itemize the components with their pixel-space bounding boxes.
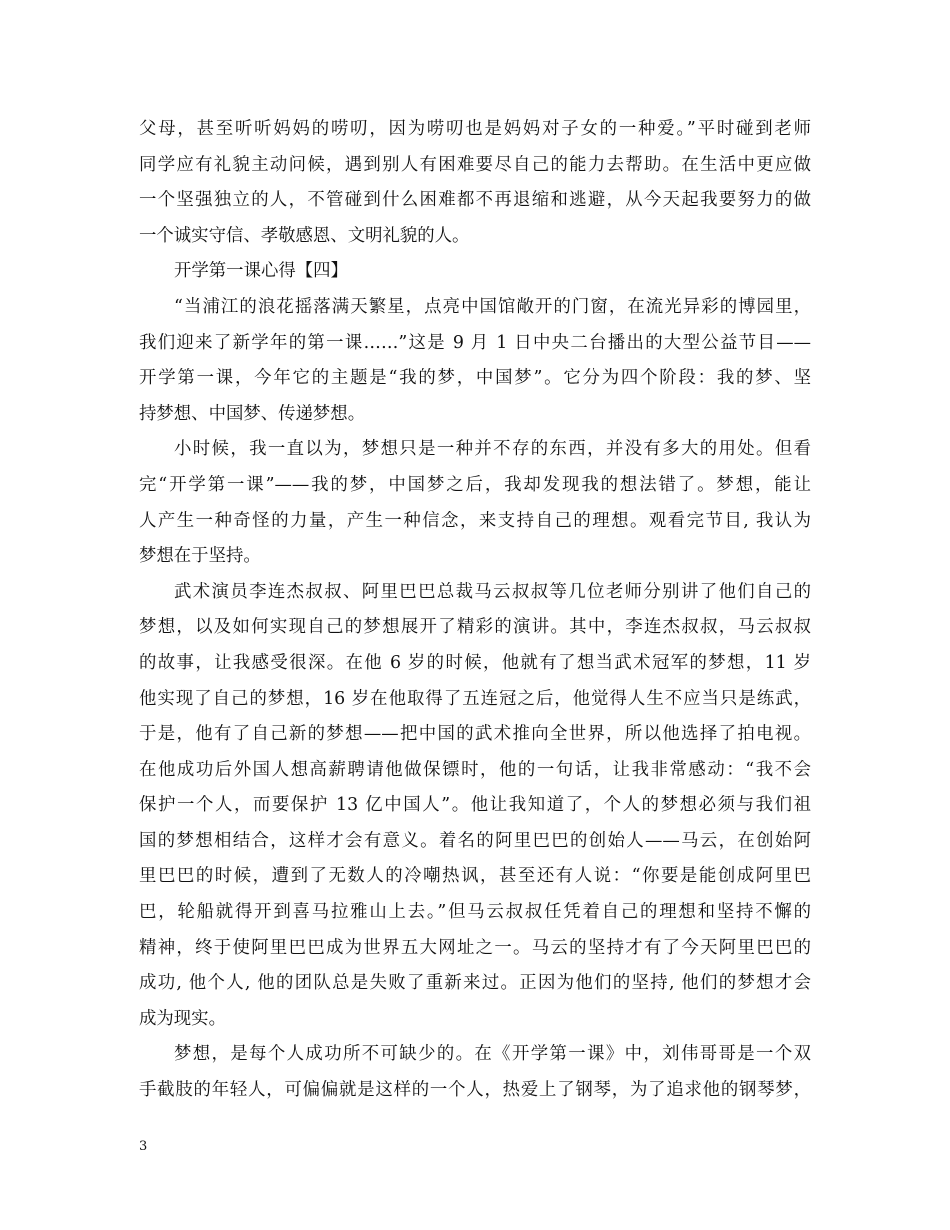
text-line: 完“开学第一课”——我的梦，中国梦之后，我却发现我的想法错了。梦想，能让 [139,474,811,495]
page-number: 3 [139,1139,148,1154]
text-line: 我们迎来了新学年的第一课……”这是 9 月 1 日中央二台播出的大型公益节目—— [139,332,811,353]
text-line: 小时候，我一直以为，梦想只是一种并不存的东西，并没有多大的用处。但看 [174,439,811,460]
text-line: 在他成功后外国人想高薪聘请他做保镖时，他的一句话，让我非常感动：“我不会 [139,759,811,780]
text-line: 一个坚强独立的人，不管碰到什么困难都不再退缩和逃避，从今天起我要努力的做 [139,190,811,211]
section-heading: 开学第一课心得【四】 [174,261,348,282]
text-line: “当浦江的浪花摇落满天繁星，点亮中国馆敞开的门窗，在流光异彩的博园里， [174,296,811,317]
text-line: 梦想在于坚持。 [139,546,261,567]
text-line: 一个诚实守信、孝敬感恩、文明礼貌的人。 [139,225,470,246]
text-line: 保护一个人，而要保护 13 亿中国人”。他让我知道了，个人的梦想必须与我们祖 [139,795,811,816]
text-line: 巴，轮船就得开到喜马拉雅山上去。”但马云叔叔任凭着自己的理想和坚持不懈的 [139,902,811,923]
text-line: 精神，终于使阿里巴巴成为世界五大网址之一。马云的坚持才有了今天阿里巴巴的 [139,937,811,958]
text-line: 于是，他有了自己新的梦想——把中国的武术推向全世界，所以他选择了拍电视。 [139,724,811,745]
text-line: 同学应有礼貌主动问候，遇到别人有困难要尽自己的能力去帮助。在生活中更应做 [139,154,811,175]
body-text [139,112,811,1109]
text-line: 手截肢的年轻人，可偏偏就是这样的一个人，热爱上了钢琴，为了追求他的钢琴梦， [139,1080,811,1101]
text-line: 梦想，以及如何实现自己的梦想展开了精彩的演讲。其中，李连杰叔叔，马云叔叔 [139,617,811,638]
text-line: 他实现了自己的梦想，16 岁在他取得了五连冠之后，他觉得人生不应当只是练武， [139,688,811,709]
text-line: 的故事，让我感受很深。在他 6 岁的时候，他就有了想当武术冠军的梦想，11 岁 [139,652,811,673]
text-line: 梦想，是每个人成功所不可缺少的。在《开学第一课》中，刘伟哥哥是一个双 [174,1044,811,1065]
text-line: 成功, 他个人, 他的团队总是失败了重新来过。正因为他们的坚持, 他们的梦想才会 [139,973,811,994]
text-line: 父母，甚至听听妈妈的唠叨，因为唠叨也是妈妈对子女的一种爱。”平时碰到老师 [139,119,811,139]
text-line: 持梦想、中国梦、传递梦想。 [139,403,366,424]
text-line: 成为现实。 [139,1008,226,1029]
text-line: 里巴巴的时候，遭到了无数人的冷嘲热讽，甚至还有人说：“你要是能创成阿里巴 [139,866,811,887]
text-line: 国的梦想相结合，这样才会有意义。着名的阿里巴巴的创始人——马云，在创始阿 [139,830,811,851]
text-line: 武术演员李连杰叔叔、阿里巴巴总裁马云叔叔等几位老师分别讲了他们自己的 [174,581,811,602]
text-line: 开学第一课，今年它的主题是“我的梦，中国梦”。它分为四个阶段：我的梦、坚 [139,368,811,389]
text-line: 人产生一种奇怪的力量，产生一种信念，来支持自己的理想。观看完节目, 我认为 [139,510,811,531]
